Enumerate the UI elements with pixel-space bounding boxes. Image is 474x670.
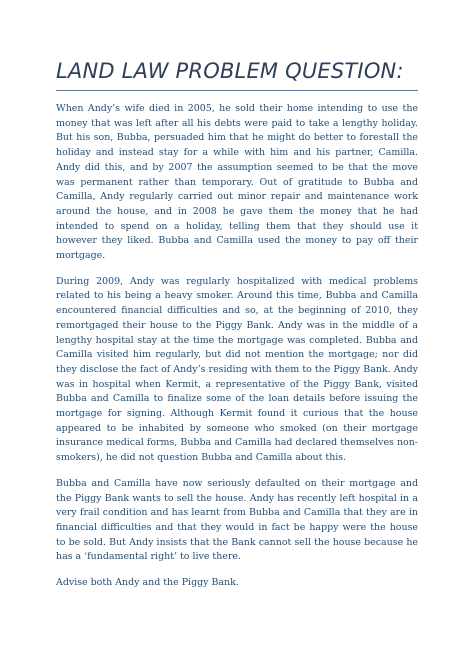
- document-title: LAND LAW PROBLEM QUESTION:: [56, 59, 404, 83]
- document-body: [56, 102, 418, 591]
- paragraph-1: When Andy’s wife died in 2005, he sold their home intending to use the money that was left after all his debts were paid to take a lengthy holiday. But his son, Bubba, persuaded him that he might do better to forestall the holiday and instead stay for a while with him and his partner, Camilla. Andy did this, and by 2007 the assumption seemed to be that the move was permanent rather than temporary. Out of gratitude to Bubba and Camilla, Andy regularly carried out minor repair and maintenance work around the house, and in 2008 he gave them the money that he had intended to spend on a holiday, telling them that they should use it however they liked. Bubba and Camilla used the money to pay off their mortgage.: [56, 103, 418, 262]
- paragraph-3: Bubba and Camilla have now seriously defaulted on their mortgage and the Piggy Bank wants to sell the house. Andy has recently left hospital in a very frail condition and has learnt from Bubba and Camilla that they are in financial difficulties and that they would in fact be happy were the house to be sold. But Andy insists that the Bank cannot sell the house because he has a ‘fundamental right’ to live there.: [56, 477, 418, 563]
- title-underline: [56, 90, 418, 91]
- paragraph-4: Advise both Andy and the Piggy Bank.: [56, 577, 239, 589]
- paragraph-2: During 2009, Andy was regularly hospitalized with medical problems related to his being a heavy smoker. Around this time, Bubba and Camilla encountered financial difficulties and so, at the beginning of 2010, they remortgaged their house to the Piggy Bank. Andy was in the middle of a lengthy hospital stay at the time the mortgage was completed. Bubba and Camilla visited him regularly, but did not mention the mortgage; nor did they disclose the fact of Andy’s residing with them to the Piggy Bank. Andy was in hospital when Kermit, a representative of the Piggy Bank, visited Bubba and Camilla to finalize some of the loan details before issuing the mortgage for signing. Although Kermit found it curious that the house appeared to be inhabited by someone who smoked (on their mortgage insurance medical forms, Bubba and Camilla had declared themselves non-smokers), he did not question Bubba and Camilla about this.: [56, 275, 418, 464]
